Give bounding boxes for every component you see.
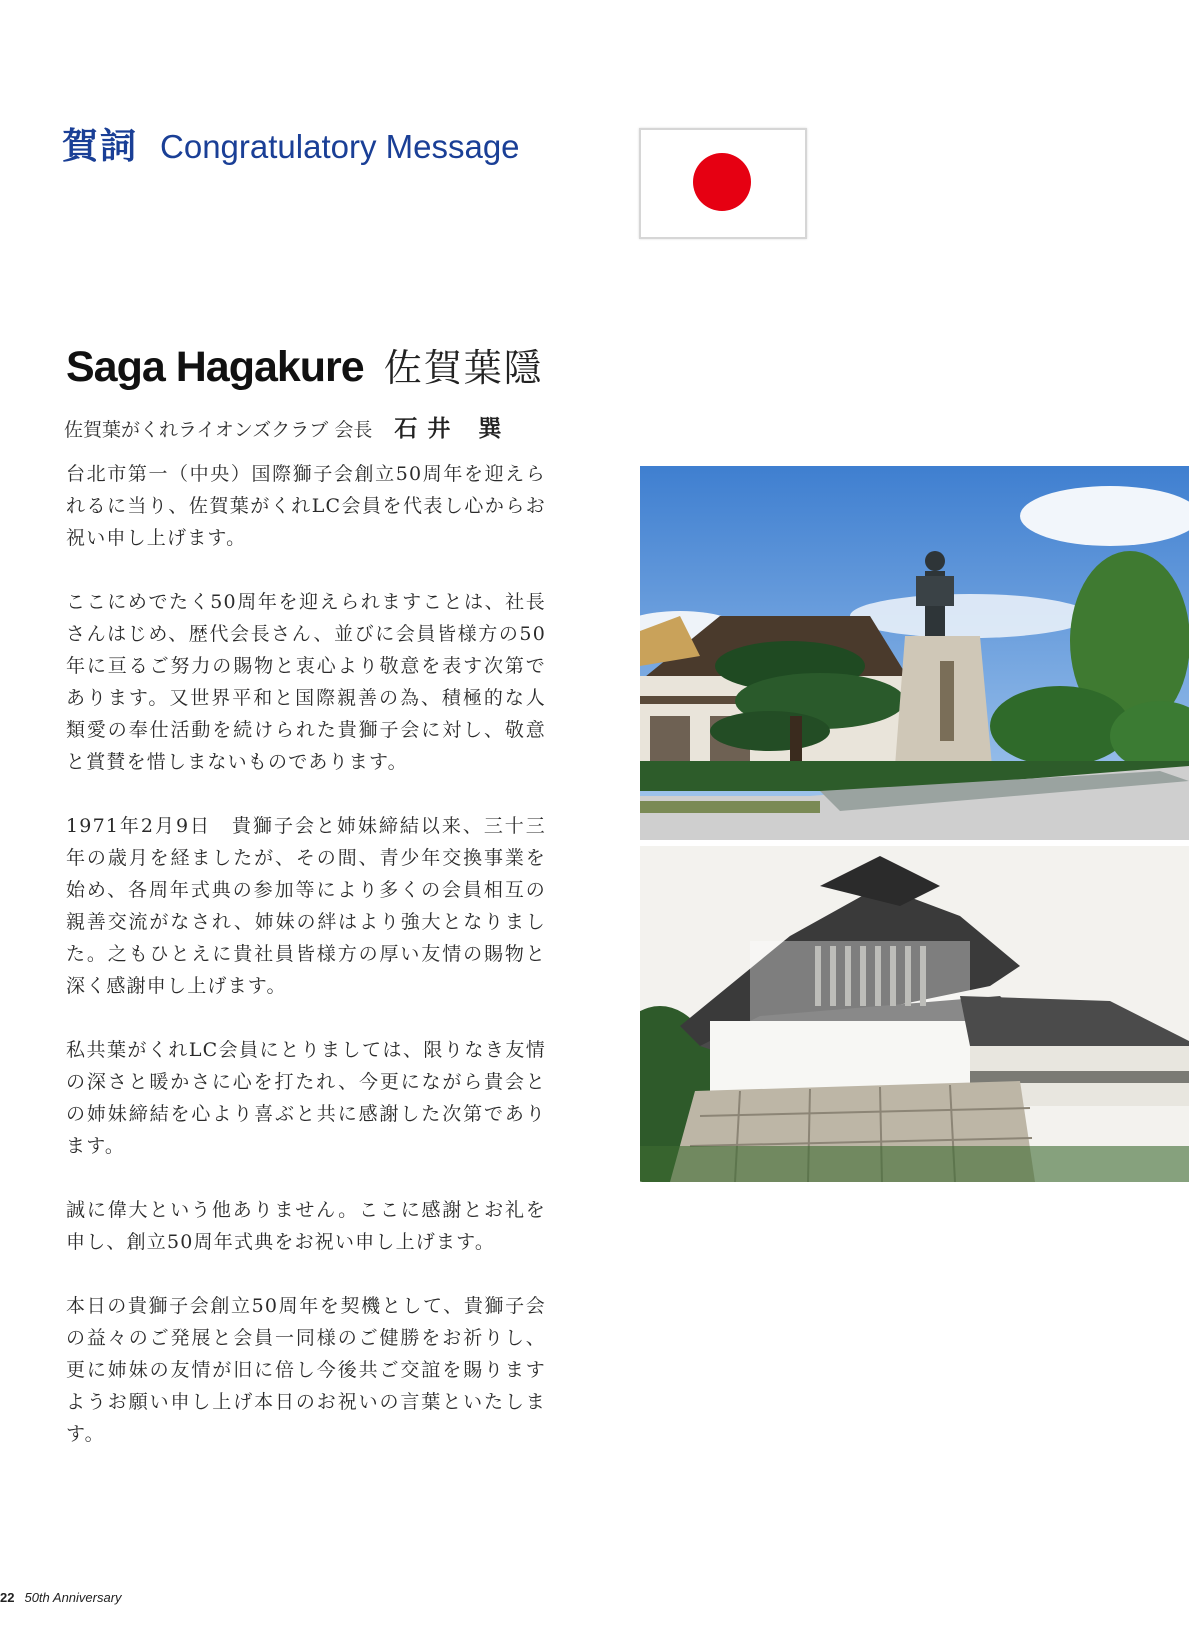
heading-en: Congratulatory Message bbox=[160, 128, 520, 165]
author-role: 佐賀葉がくれライオンズクラブ 会長 bbox=[64, 419, 373, 441]
paragraph: 私共葉がくれLC会員にとりましては、限りなき友情の深さと暖かさに心を打たれ、今更にながら貴会との姉妹締結を心より喜ぶと共に感謝した次第であります。 bbox=[66, 1039, 546, 1157]
paragraph: ここにめでたく50周年を迎えられますことは、社長さんはじめ、歴代会長さん、並びに会員皆様方の50年に亘るご努力の賜物と衷心より敬意を表す次第であります。又世界平和と国際親善の為、積極的な人類愛の奉仕活動を続けられた貴獅子会に対し、敬意と賞賛を惜しまないものであります。 bbox=[66, 591, 546, 773]
paragraph: 台北市第一（中央）国際獅子会創立50周年を迎えられるに当り、佐賀葉がくれLC会員を代表し心からお祝い申し上げます。 bbox=[66, 463, 546, 549]
author-name: 石井 巽 bbox=[394, 415, 512, 442]
author-line bbox=[64, 410, 511, 443]
page-footer bbox=[0, 1590, 122, 1605]
club-name-jp: 佐賀葉隱 bbox=[383, 346, 544, 390]
heading-jp: 賀詞 bbox=[62, 126, 139, 167]
japan-flag-icon bbox=[639, 128, 807, 239]
castle-photo bbox=[640, 846, 1189, 1182]
paragraph: 1971年2月9日 貴獅子会と姉妹締結以来、三十三年の歳月を経ましたが、その間、青少年交換事業を始め、各周年式典の参加等により多くの会員相互の親善交流がなされ、姉妹の絆はより強大となりました。之もひとえに貴社員皆様方の厚い友情の賜物と深く感謝申し上げます。 bbox=[66, 815, 546, 997]
club-title bbox=[66, 337, 544, 392]
page-number: 22 bbox=[0, 1590, 15, 1605]
statue-photo bbox=[640, 466, 1189, 840]
message-body bbox=[66, 458, 546, 1482]
page-heading bbox=[62, 118, 520, 169]
paragraph: 本日の貴獅子会創立50周年を契機として、貴獅子会の益々のご発展と会員一同様のご健勝をお祈りし、更に姉妹の友情が旧に倍し今後共ご交誼を賜りますようお願い申し上げ本日のお祝いの言葉といたします。 bbox=[66, 1295, 546, 1445]
club-name-en: Saga Hagakure bbox=[66, 343, 364, 391]
flag-sun bbox=[693, 153, 751, 211]
paragraph: 誠に偉大という他ありません。ここに感謝とお礼を申し、創立50周年式典をお祝い申し上げます。 bbox=[66, 1199, 546, 1253]
footer-label: 50th Anniversary bbox=[24, 1590, 122, 1605]
